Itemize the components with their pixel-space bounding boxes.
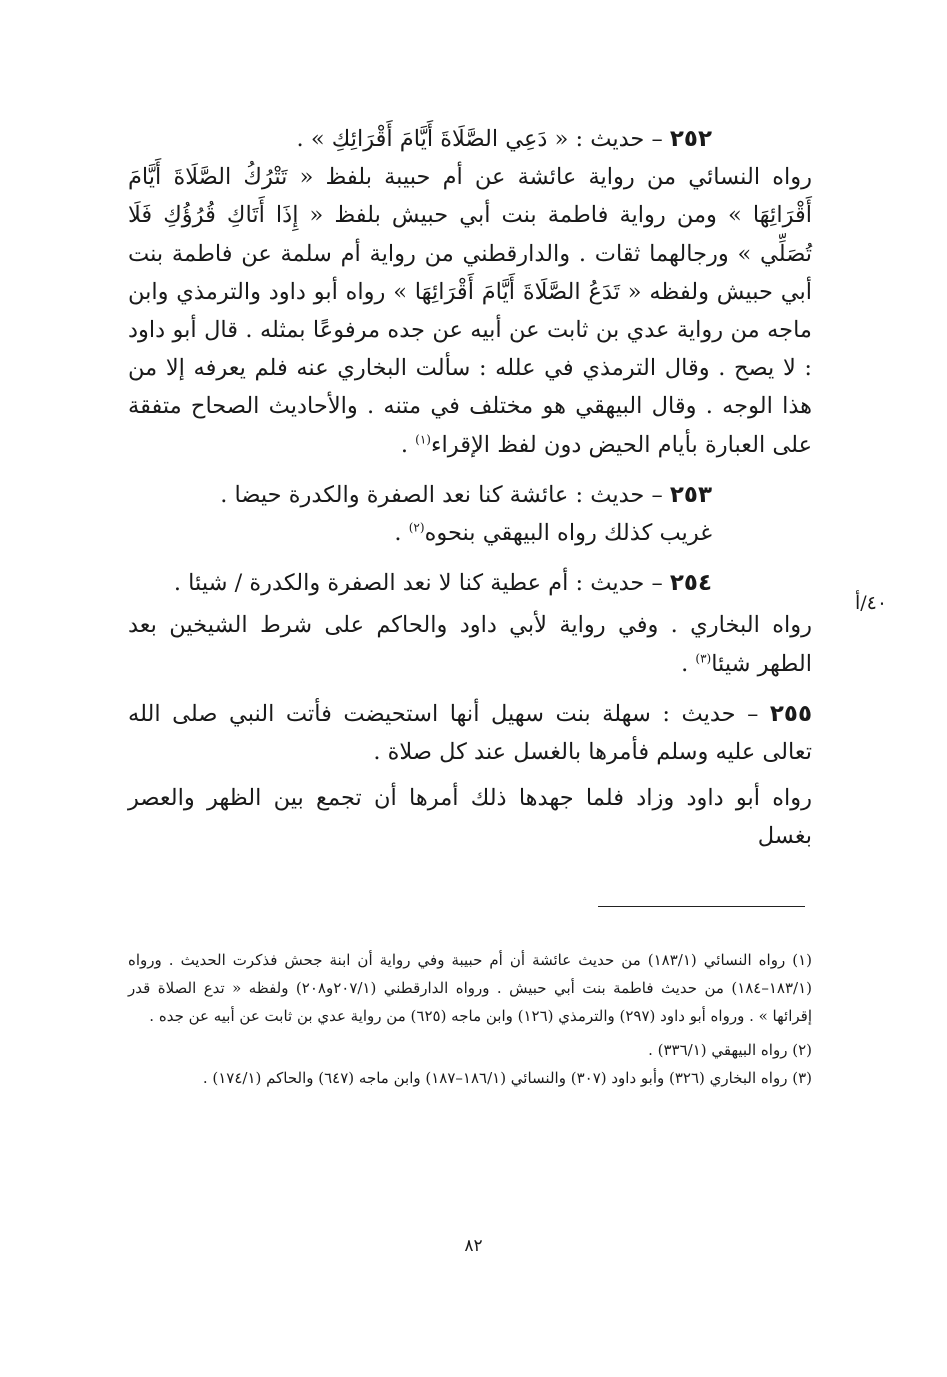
footnote-1: (١) رواه النسائي (١٨٣/١) من حديث عائشة أن أم حبيبة وفي رواية أن ابنة جحش فذكرت الحديث . ورواه (١٨٣/١–١٨٤) من حديث فاطمة بنت أبي حبيش . ورواه الدارقطني (٢٠٧/١و٢٠٨) ولفظه « تدع الصلاة قدر إقرائها » . ورواه أبو داود (٢٩٧) والترمذي (١٢٦) وابن ماجه (٦٢٥) من رواية عدي بن ثابت عن أبيه عن جده . <box>128 951 812 1026</box>
hadith-entry-heading <box>128 564 812 602</box>
footnote-3: (٣) رواه البخاري (٣٢٦) وأبو داود (٣٠٧) والنسائي (١٨٦/١–١٨٧) وابن ماجه (٦٤٧) والحاكم (١٧٤/١) . <box>202 1068 812 1087</box>
entry-body-end: . <box>681 650 696 677</box>
entry-body-text: رواه النسائي من رواية عائشة عن أم حبيبة بلفظ « تَتْرُكُ الصَّلَاةَ أَيَّامَ أَقْرَائِهَا » ومن رواية فاطمة بنت أبي حبيش بلفظ « إِذَا أَتَاكِ قُرُؤُكِ فَلَا تُصَلِّي » ورجالهما ثقات . والدارقطني من رواية أم سلمة عن فاطمة بنت أبي حبيش ولفظه « تَدَعُ الصَّلَاةَ أَيَّامَ أَقْرَائِهَا » رواه أبو داود والترمذي وابن ماجه من رواية عدي بن ثابت عن أبيه عن جده مرفوعًا بمثله . قال أبو داود : لا يصح . وقال الترمذي في علله : سألت البخاري عنه فلم يعرفه إلا من هذا الوجه . وقال البيهقي هو مختلف في متنه . والأحاديث الصحاح متفقة على العبارة بأيام الحيض دون لفظ الإقراء <box>128 164 812 458</box>
entry-number: ٢٥٣ <box>669 481 712 508</box>
page-number: ٨٢ <box>464 1236 483 1256</box>
main-text <box>128 120 812 856</box>
entry-body <box>128 779 812 855</box>
entry-body <box>128 514 812 552</box>
entry-body-text: غريب كذلك رواه البيهقي بنحوه <box>424 520 712 547</box>
hadith-entry-heading <box>128 695 812 771</box>
entry-body-text: رواه البخاري . وفي رواية لأبي داود والحاكم على شرط الشيخين بعد الطهر شيئا <box>128 612 812 677</box>
entry-body-end: . <box>400 431 416 458</box>
entry-heading-text: – حديث : « دَعِي الصَّلَاةَ أَيَّامَ أَقْرَائِكِ » . <box>296 126 670 152</box>
footnote-ref[interactable]: (٢) <box>408 520 425 535</box>
hadith-entry-heading <box>128 120 812 158</box>
entry-body-text: رواه أبو داود وزاد فلما جهدها ذلك أمرها أن تجمع بين الظهر والعصر بغسل <box>128 785 812 850</box>
entry-heading-text: – حديث : أم عطية كنا لا نعد الصفرة والكدرة / شيئا . <box>173 570 670 597</box>
entry-body <box>128 158 812 464</box>
entry-number: ٢٥٢ <box>669 126 712 152</box>
entry-number: ٢٥٥ <box>769 700 812 727</box>
footnote-2: (٢) رواه البيهقي (٣٣٦/١) . <box>648 1040 812 1059</box>
footnotes <box>128 946 812 1092</box>
entry-heading-text: – حديث : سهلة بنت سهيل أنها استحيضت فأتت النبي صلى الله تعالى عليه وسلم فأمرها بالغسل عند كل صلاة . <box>128 700 812 766</box>
footnote-ref[interactable]: (٣) <box>695 651 712 666</box>
entry-body <box>128 606 812 682</box>
footnote-ref[interactable]: (١) <box>415 432 431 447</box>
entry-number: ٢٥٤ <box>669 570 712 597</box>
footnote-separator <box>598 906 805 907</box>
manuscript-folio-marker: ٤٠/أ <box>854 592 888 614</box>
entry-body-end: . <box>394 520 409 547</box>
hadith-entry-heading <box>128 476 812 514</box>
entry-heading-text: – حديث : عائشة كنا نعد الصفرة والكدرة حيضا . <box>220 481 670 508</box>
